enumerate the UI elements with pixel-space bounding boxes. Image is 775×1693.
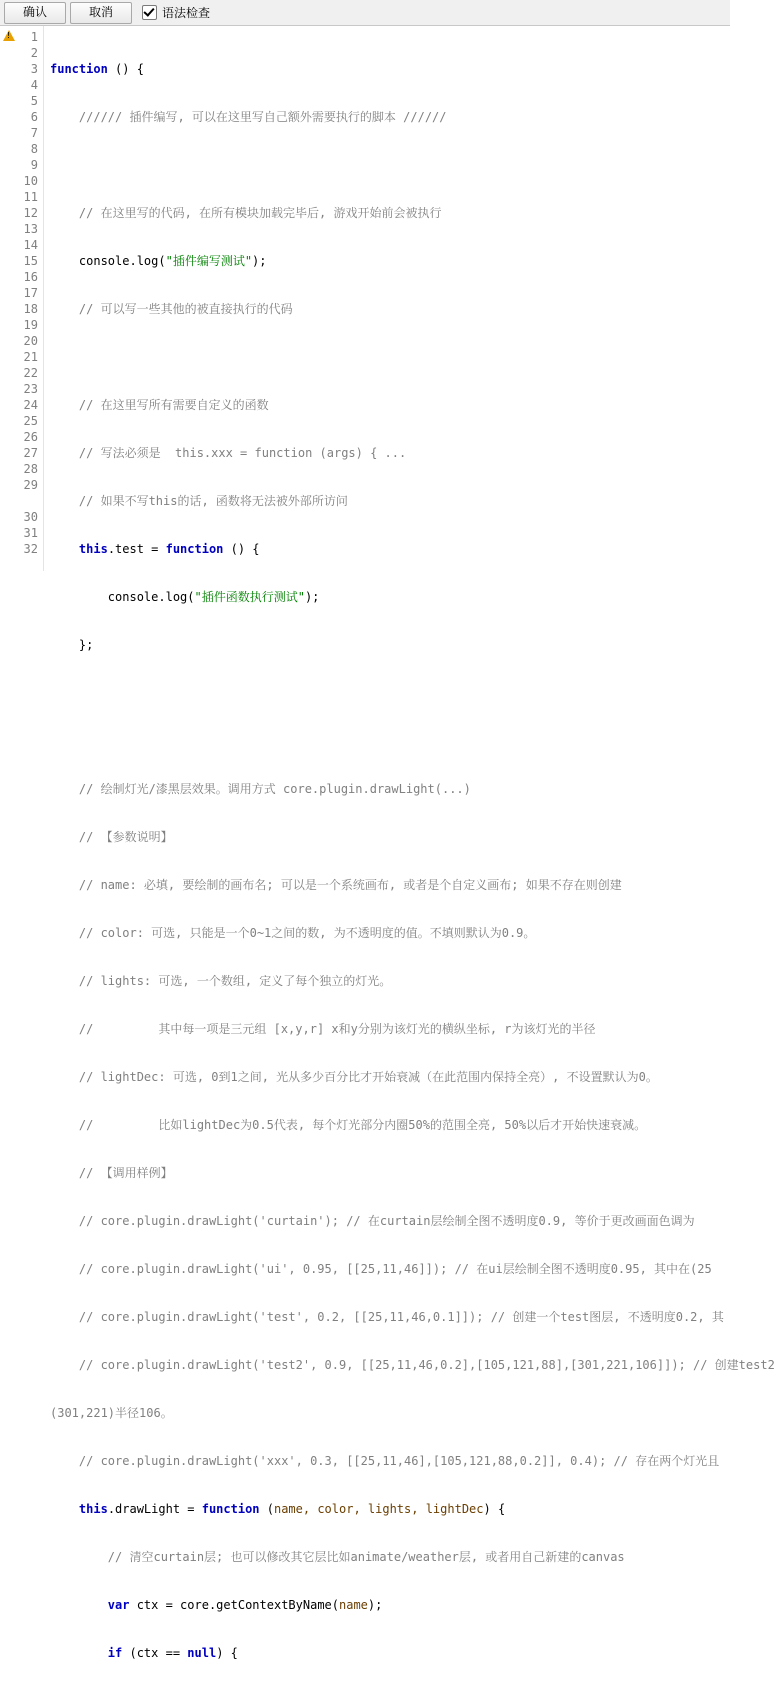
code-text: ( <box>259 1502 274 1516</box>
line-number-gutter <box>18 26 44 571</box>
code-comment: // 在这里写所有需要自定义的函数 <box>50 398 269 412</box>
cancel-button[interactable]: 取消 <box>70 2 132 24</box>
line-number: 6 <box>30 110 38 124</box>
line-number: 13 <box>23 222 38 236</box>
code-text: () { <box>107 62 144 76</box>
code-text: console.log( <box>50 590 195 604</box>
line-number: 28 <box>23 462 38 476</box>
code-text: ); <box>252 254 267 268</box>
code-text: ctx = core.getContextByName( <box>129 1598 339 1612</box>
toolbar <box>0 0 730 26</box>
code-text <box>50 1598 108 1612</box>
line-number: 14 <box>23 238 38 252</box>
line-number: 24 <box>23 398 38 412</box>
code-comment: // lights: 可选, 一个数组, 定义了每个独立的灯光。 <box>50 974 392 988</box>
code-comment: // core.plugin.drawLight('test', 0.2, [[25,11,46,0.1]]); // 创建一个test图层, 不透明度0.2, 其 <box>50 1310 724 1324</box>
warning-icon <box>3 30 15 41</box>
line-number: 2 <box>30 46 38 60</box>
code-text: }; <box>50 638 94 652</box>
line-number: 1 <box>30 30 38 44</box>
code-comment: // core.plugin.drawLight('curtain'); // 在curtain层绘制全图不透明度0.9, 等价于更改画面色调为 <box>50 1214 695 1228</box>
syntax-check-toggle[interactable] <box>142 4 210 21</box>
code-text: console.log( <box>50 254 166 268</box>
line-number: 23 <box>23 382 38 396</box>
code-comment: // core.plugin.drawLight('test2', 0.9, [[25,11,46,0.2],[105,121,88],[301,221,106]]); // 创建test2 <box>50 1358 775 1372</box>
syntax-check-label: 语法检查 <box>162 6 211 20</box>
code-text: () { <box>223 542 260 556</box>
code-editor[interactable] <box>0 26 775 1660</box>
code-comment: // 清空curtain层; 也可以修改其它层比如animate/weather层, 或者用自己新建的canvas <box>50 1550 625 1564</box>
code-text: ) { <box>483 1502 506 1516</box>
line-number: 5 <box>30 94 38 108</box>
code-text <box>50 542 79 556</box>
line-number: 20 <box>23 334 38 348</box>
code-comment: // 绘制灯光/漆黑层效果。调用方式 core.plugin.drawLight(...) <box>50 782 471 796</box>
line-number: 32 <box>23 542 38 556</box>
code-param: name <box>339 1598 368 1612</box>
code-comment: // 其中每一项是三元组 [x,y,r] x和y分别为该灯光的横纵坐标, r为该灯光的半径 <box>50 1022 596 1036</box>
confirm-button[interactable]: 确认 <box>4 2 66 24</box>
code-keyword: function <box>165 542 224 556</box>
line-number: 11 <box>23 190 38 204</box>
line-number: 31 <box>23 526 38 540</box>
line-number: 12 <box>23 206 38 220</box>
code-keyword: function <box>50 62 108 76</box>
code-text: .test = <box>107 542 166 556</box>
code-text: .drawLight = <box>107 1502 202 1516</box>
code-keyword: function <box>201 1502 260 1516</box>
line-number: 22 <box>23 366 38 380</box>
code-keyword: null <box>187 1646 217 1660</box>
code-param: name, color, lights, lightDec <box>273 1502 484 1516</box>
line-number: 26 <box>23 430 38 444</box>
code-comment: // 如果不写this的话, 函数将无法被外部所访问 <box>50 494 348 508</box>
code-comment: // 【调用样例】 <box>50 1166 173 1180</box>
line-number: 7 <box>30 126 38 140</box>
code-comment: // lightDec: 可选, 0到1之间, 光从多少百分比才开始衰减（在此范围内保持全亮）, 不设置默认为0。 <box>50 1070 658 1084</box>
checkbox-icon[interactable] <box>142 5 157 20</box>
code-keyword: if <box>107 1646 123 1660</box>
code-comment: ////// 插件编写, 可以在这里写自己额外需要执行的脚本 ////// <box>50 110 447 124</box>
code-comment: // core.plugin.drawLight('ui', 0.95, [[25,11,46]]); // 在ui层绘制全图不透明度0.95, 其中在(25 <box>50 1262 712 1276</box>
code-comment: // 在这里写的代码, 在所有模块加载完毕后, 游戏开始前会被执行 <box>50 206 442 220</box>
line-number: 18 <box>23 302 38 316</box>
code-text <box>50 1646 108 1660</box>
line-number: 25 <box>23 414 38 428</box>
code-text: ) { <box>216 1646 238 1660</box>
code-keyword: var <box>107 1598 130 1612</box>
line-number: 30 <box>23 510 38 524</box>
code-text <box>50 1502 79 1516</box>
code-comment: // core.plugin.drawLight('xxx', 0.3, [[25,11,46],[105,121,88,0.2]], 0.4); // 存在两个灯光且 <box>50 1454 720 1468</box>
code-string: "插件函数执行测试" <box>194 590 305 604</box>
code-string: "插件编写测试" <box>165 254 253 268</box>
line-number: 10 <box>23 174 38 188</box>
code-comment: // 【参数说明】 <box>50 830 173 844</box>
code-comment: (301,221)半径106。 <box>50 1406 173 1420</box>
line-number: 16 <box>23 270 38 284</box>
line-number: 15 <box>23 254 38 268</box>
code-comment: // 写法必须是 this.xxx = function (args) { ... <box>50 446 407 460</box>
code-comment: // 可以写一些其他的被直接执行的代码 <box>50 302 293 316</box>
line-number: 9 <box>30 158 38 172</box>
line-number: 8 <box>30 142 38 156</box>
line-number: 29 <box>23 478 38 492</box>
code-text: ); <box>367 1598 383 1612</box>
line-number: 19 <box>23 318 38 332</box>
code-text: ); <box>304 590 320 604</box>
code-comment: // name: 必填, 要绘制的画布名; 可以是一个系统画布, 或者是个自定义画布; 如果不存在则创建 <box>50 878 622 892</box>
code-text: (ctx == <box>122 1646 188 1660</box>
line-number: 4 <box>30 78 38 92</box>
error-gutter <box>0 26 18 571</box>
line-number: 27 <box>23 446 38 460</box>
line-number: 3 <box>30 62 38 76</box>
code-comment: // color: 可选, 只能是一个0~1之间的数, 为不透明度的值。不填则默认为0.9。 <box>50 926 536 940</box>
code-comment: // 比如lightDec为0.5代表, 每个灯光部分内圈50%的范围全亮, 50%以后才开始快速衰减。 <box>50 1118 647 1132</box>
code-keyword: this <box>78 1502 108 1516</box>
code-keyword: this <box>78 542 108 556</box>
line-number: 21 <box>23 350 38 364</box>
code-area[interactable] <box>44 26 775 1660</box>
line-number: 17 <box>23 286 38 300</box>
